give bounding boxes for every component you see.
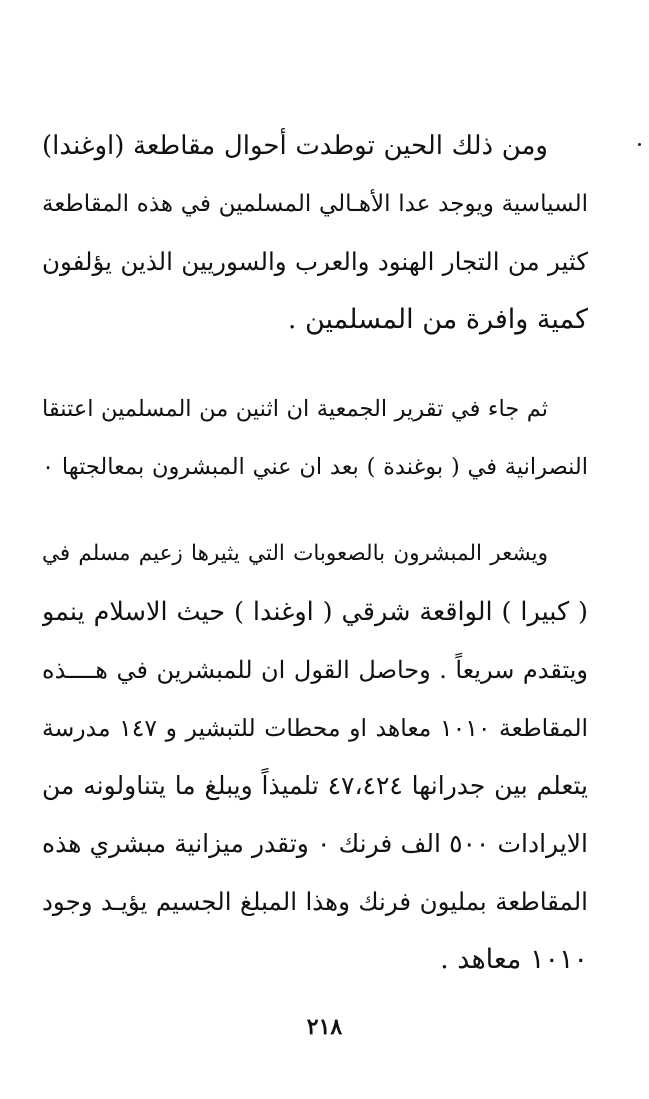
page-number: ٢١٨ [306,1014,343,1040]
paragraph-line: ( كبيرا ) الواقعة شرقي ( اوغندا ) حيث الاسلام ينمو [42,597,588,627]
paragraph-line: يتعلم بين جدرانها ٤٧،٤٢٤ تلميذاً ويبلغ ما يتناولونه من [42,771,588,800]
paragraph-line: ١٠١٠ معاهد . [440,944,588,975]
paragraph-line: المقاطعة بمليون فرنك وهذا المبلغ الجسيم يؤيـد وجود [42,887,588,916]
paragraph-3 [42,525,588,989]
paragraph-line: النصرانية في ( بوغندة ) بعد ان عني المبشرون بمعالجتها ٠ [42,454,588,480]
paragraph-2 [42,380,588,496]
paragraph-line: ثم جاء في تقرير الجمعية ان اثنين من المسلمين اعتنقا [42,396,548,422]
margin-dot [638,143,641,146]
paragraph-line: ومن ذلك الحين توطدت أحوال مقاطعة (اوغندا) [42,131,548,161]
paragraph-line: ويتقدم سريعاً . وحاصل القول ان للمبشرين في هــــذه [42,656,588,684]
paragraph-line: ويشعر المبشرون بالصعوبات التي يثيرها زعيم مسلم في [42,541,548,566]
paragraph-line: المقاطعة ١٠١٠ معاهد او محطات للتبشير و ١٤٧ مدرسة [42,714,588,742]
paragraph-line: كمية وافرة من المسلمين . [287,304,588,335]
paragraph-line: الايرادات ٥٠٠ الف فرنك ٠ وتقدر ميزانية مبشري هذه [42,829,588,858]
paragraph-line: كثير من التجار الهنود والعرب والسوريين الذين يؤلفون [42,247,588,276]
paragraph-line: السياسية ويوجد عدا الأهـالي المسلمين في هذه المقاطعة [42,191,588,217]
paragraph-1 [42,117,588,349]
